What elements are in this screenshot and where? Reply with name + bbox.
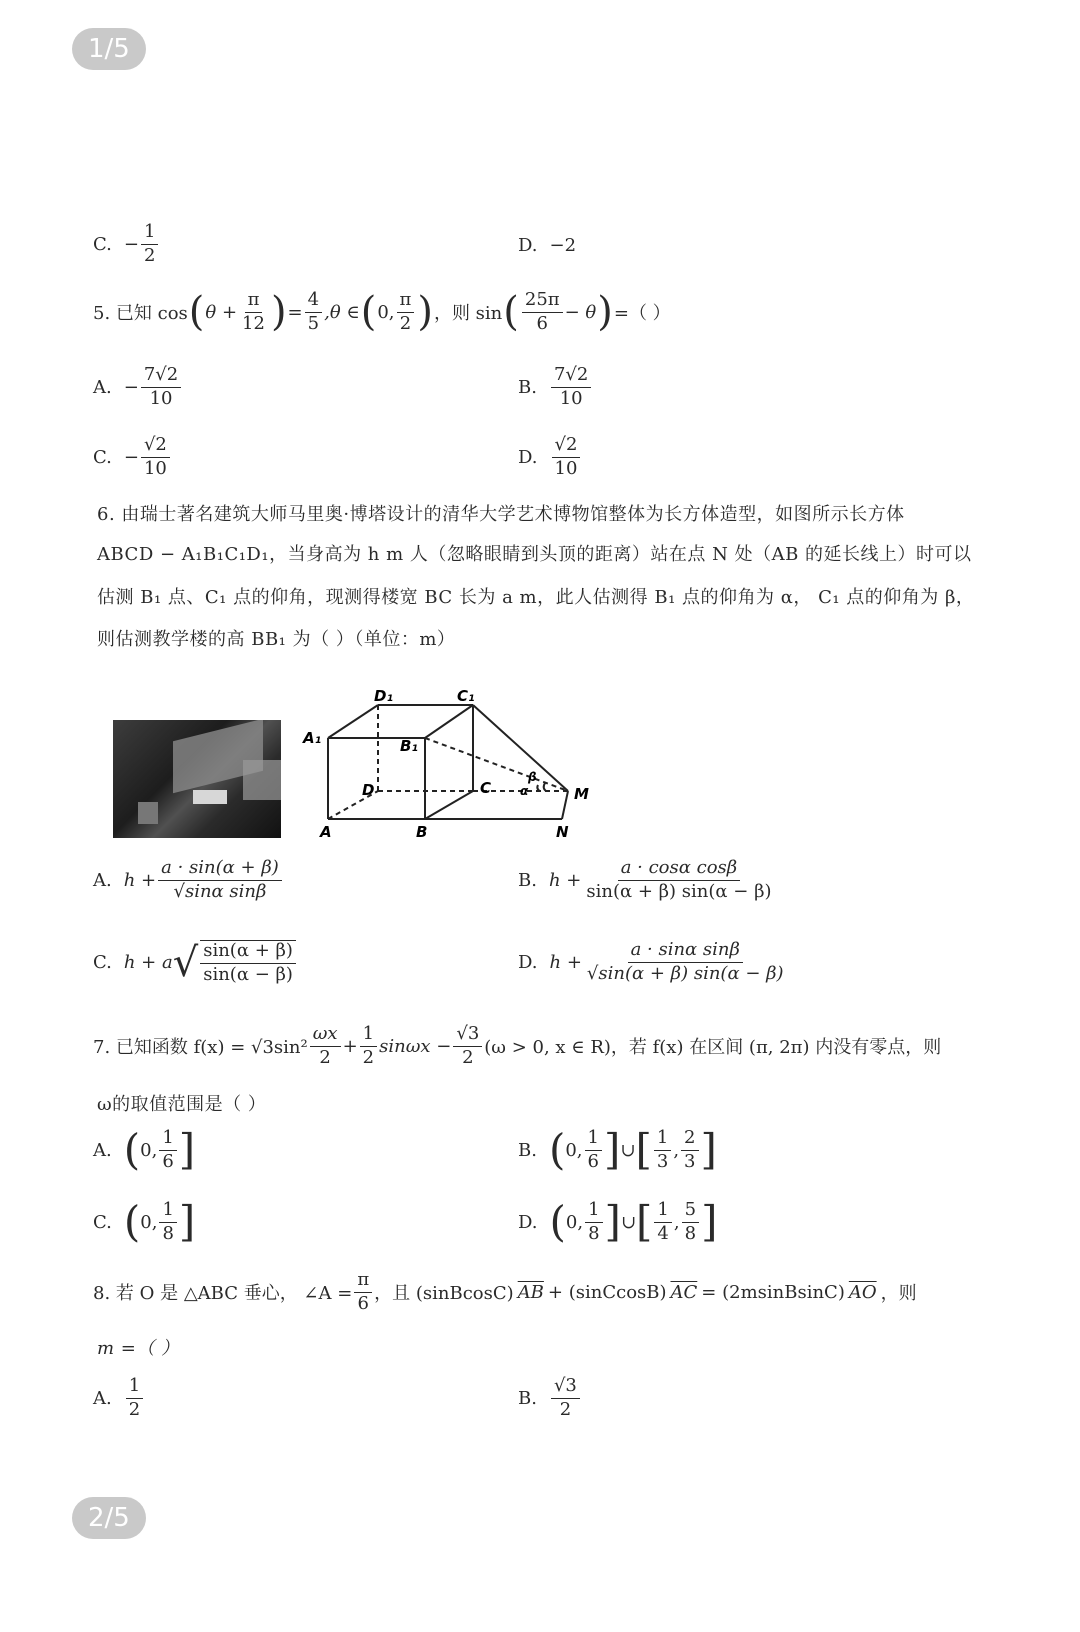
q7-option-c: C. ( 0, $\frac{1}{8}$ ] — [93, 1197, 196, 1247]
q7-stem: 7. 已知函数 f(x) = √3sin² $\frac{\omega x}{2}$ + $\frac{1}{2}$ sinωx − $\frac{√3}{2}$ (ω > 0, x ∈ R)，若 f(x) 在区间 (π, 2π) 内没有零点，则 — [93, 1023, 942, 1068]
q6-option-b: B. h + $\frac{\text{a · cosα cosβ}}{\sin(\alpha + \beta) \sin(\alpha - \beta)}$ — [518, 857, 772, 902]
label-C: C — [480, 779, 492, 797]
page-indicator-bottom: 2/5 — [72, 1497, 146, 1539]
q8-stem-line-2: m =（ ） — [97, 1338, 180, 1359]
q4-option-d: D. −2 — [518, 235, 577, 256]
q6-stem-line-4: 则估测教学楼的高 BB₁ 为（ ）（单位：m） — [97, 629, 456, 650]
museum-photo — [113, 720, 281, 838]
q5-option-b: B. $\frac{7√2}{10}$ — [518, 365, 593, 409]
q6-option-c: C. h + a √ $\frac{\sin(\alpha + \beta)}{\sin(\alpha - \beta)}$ — [93, 940, 298, 985]
q8-option-b: B. $\frac{√3}{2}$ — [518, 1376, 582, 1420]
label-beta: β — [528, 770, 537, 784]
label-M: M — [574, 785, 589, 803]
q5-option-d: D. $\frac{√2}{10}$ — [518, 435, 582, 479]
q5-option-c: C. − $\frac{√2}{10}$ — [93, 435, 172, 479]
label-N: N — [556, 823, 569, 841]
q6-stem-line-1: 6. 由瑞士著名建筑大师马里奥·博塔设计的清华大学艺术博物馆整体为长方体造型，如图所示长方体 — [97, 504, 905, 525]
q6-option-d: D. h + $\frac{\text{a · sinα sinβ}}{√\sin(\alpha + \beta) \sin(\alpha - \beta)}$ — [518, 939, 784, 984]
q8-option-a: A. $\frac{1}{2}$ — [93, 1376, 145, 1420]
label-B: B — [416, 823, 428, 841]
q8-stem: 8. 若 O 是 △ABC 垂心， ∠A = $\frac{\pi}{6}$ ，且 (sinBcosC) $\overline{AB}$ + (sinCcosB) $\overline{AC}$ = (2msinBsinC) $\overline{AO}$ ，则 — [93, 1269, 917, 1314]
q6-stem-line-2: ABCD − A₁B₁C₁D₁，当身高为 h m 人（忽略眼睛到头顶的距离）站在点 N 处（AB 的延长线上）时可以 — [97, 544, 972, 565]
label-D: D — [362, 781, 375, 799]
label-alpha: α — [520, 784, 529, 798]
q4-option-c: C. − $\frac{1}{2}$ — [93, 222, 160, 266]
q5-stem: 5. 已知 cos ( θ + $\frac{\pi}{12}$ ) = $\frac{4}{5}$ ,θ ∈ ( 0, $\frac{\pi}{2}$ ) ，则 sin ( $\frac{25\pi}{6}$ − θ ) =（ ） — [93, 289, 671, 336]
q7-stem-line-2: ω的取值范围是（ ） — [97, 1094, 267, 1115]
q6-stem-line-3: 估测 B₁ 点、C₁ 点的仰角，现测得楼宽 BC 长为 a m，此人估测得 B₁ 点的仰角为 α， C₁ 点的仰角为 β， — [97, 587, 975, 608]
q7-option-d: D. ( 0, $\frac{1}{8}$ ] ∪ [ $\frac{1}{4}$ , $\frac{5}{8}$ ] — [518, 1197, 718, 1247]
label-B1: B₁ — [400, 737, 419, 755]
label-C1: C₁ — [457, 687, 475, 705]
q7-option-b: B. ( 0, $\frac{1}{6}$ ] ∪ [ $\frac{1}{3}$ , $\frac{2}{3}$ ] — [518, 1125, 717, 1175]
q7-option-a: A. ( 0, $\frac{1}{6}$ ] — [93, 1125, 196, 1175]
label-A1: A₁ — [303, 729, 322, 747]
cuboid-figure — [300, 685, 610, 845]
label-D1: D₁ — [374, 687, 394, 705]
label-A: A — [320, 823, 332, 841]
q5-option-a: A. − $\frac{7√2}{10}$ — [93, 365, 183, 409]
page-indicator-top: 1/5 — [72, 28, 146, 70]
q6-option-a: A. h + $\frac{a \cdot \sin(\alpha + \beta)}{\text{√sinα sinβ}}$ — [93, 858, 284, 902]
